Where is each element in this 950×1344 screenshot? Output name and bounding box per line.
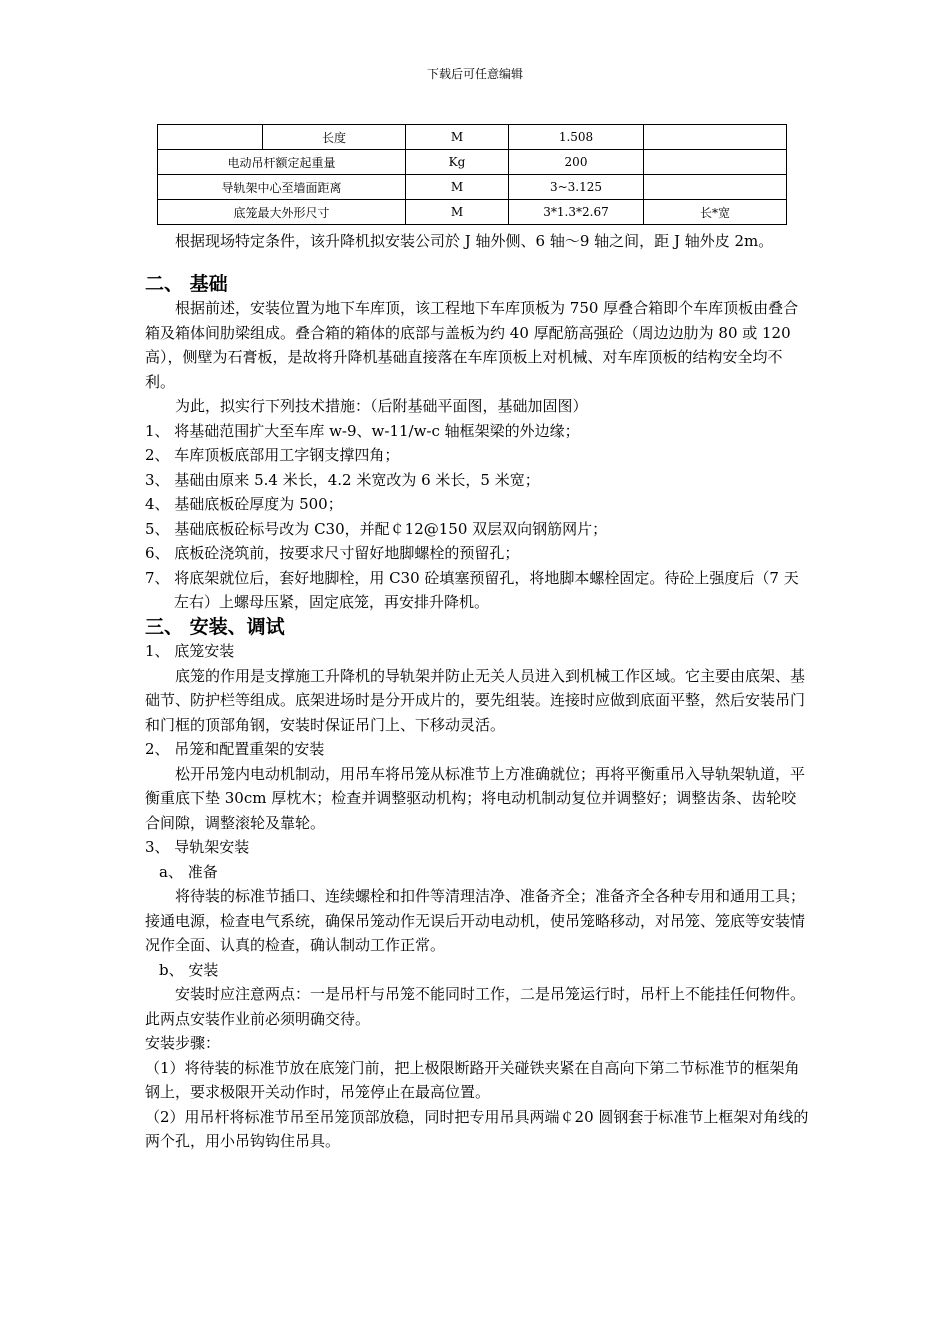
step-item: （2）用吊杆将标准节吊至吊笼顶部放稳，同时把专用吊具两端￠20 圆钢套于标准节上框架对角线的两个孔，用小吊钩钩住吊具。 — [145, 1107, 809, 1150]
subsection-a-title: a、 准备 — [159, 862, 218, 881]
spec-table — [157, 124, 787, 225]
subsection-paragraph: 将待装的标准节插口、连续螺栓和扣件等清理洁净、准备齐全；准备齐全各种专用和通用工具；接通电源，检查电气系统，确保吊笼动作无误后开动电动机，使吊笼略移动，对吊笼、笼底等安装情况作全面、认真的检查，确认制动工作正常。 — [145, 887, 806, 954]
subsection-paragraph: 安装时应注意两点：一是吊杆与吊笼不能同时工作，二是吊笼运行时，吊杆上不能挂任何物件。此两点安装作业前必须明确交待。 — [145, 985, 806, 1028]
subsection-title: 2、 吊笼和配置重架的安装 — [145, 740, 325, 758]
table-row — [158, 200, 787, 225]
subsection-title: 3、 导轨架安装 — [145, 838, 250, 856]
table-cell: Kg — [406, 150, 509, 175]
subsection-title: 1、 底笼安装 — [145, 642, 235, 660]
section-2-paragraph: 根据前述，安装位置为地下车库顶，该工程地下车库顶板为 750 厚叠合箱即个车库顶板由叠合箱及箱体间肋梁组成。叠合箱的箱体的底部与盖板为约 40 厚配筋高强砼（周边边肋为 80 或 120 高），侧壁为石膏板，是故将升降机基础直接落在车库顶板上对机械、对车库顶板的结构安全均不利。 — [145, 299, 799, 391]
list-item: 6、 底板砼浇筑前，按要求尺寸留好地脚螺栓的预留孔； — [145, 544, 520, 562]
list-item: 2、 车库顶板底部用工字钢支撑四角； — [145, 446, 400, 464]
list-item: 5、 基础底板砼标号改为 C30，并配￠12@150 双层双向钢筋网片； — [145, 519, 608, 538]
list-item: 7、 将底架就位后，套好地脚栓，用 C30 砼填塞预留孔，将地脚本螺栓固定。待砼上强度后（7 天左右）上螺母压紧，固定底笼，再安排升降机。 — [145, 568, 799, 611]
table-cell: 3*1.3*2.67 — [509, 200, 644, 225]
table-row — [158, 150, 787, 175]
table-cell: 长度 — [263, 125, 406, 150]
table-cell — [644, 125, 787, 150]
table-cell: 电动吊杆额定起重量 — [158, 150, 406, 175]
table-cell: 长*宽 — [644, 200, 787, 225]
intro-paragraph: 根据现场特定条件，该升降机拟安装公司於 J 轴外侧、6 轴～9 轴之间，距 J 轴外皮 2m。 — [175, 232, 774, 250]
table-cell: M — [406, 175, 509, 200]
subsection-paragraph: 松开吊笼内电动机制动，用吊车将吊笼从标准节上方准确就位；再将平衡重吊入导轨架轨道，平衡重底下垫 30cm 厚枕木；检查并调整驱动机构；将电动机制动复位并调整好；调整齿条、齿轮咬合间隙，调整滚轮及靠轮。 — [145, 764, 806, 832]
table-row — [158, 125, 787, 150]
table-cell — [644, 175, 787, 200]
table-cell: 导轨架中心至墙面距离 — [158, 175, 406, 200]
steps-title: 安装步骤： — [145, 1034, 221, 1052]
table-cell — [158, 125, 263, 150]
table-cell — [644, 150, 787, 175]
subsection-b-title: b、 安装 — [159, 960, 219, 979]
step-item: （1）将待装的标准节放在底笼门前，把上极限断路开关碰铁夹紧在自高向下第二节标准节的框架角钢上，要求极限开关动作时，吊笼停止在最高位置。 — [145, 1058, 800, 1101]
table-row — [158, 175, 787, 200]
table-cell: 3~3.125 — [509, 175, 644, 200]
list-item: 3、 基础由原来 5.4 米长，4.2 米宽改为 6 米长，5 米宽； — [145, 470, 540, 489]
section-2-measures-intro: 为此，拟实行下列技术措施：（后附基础平面图，基础加固图） — [175, 397, 588, 415]
list-item: 1、 将基础范围扩大至车库 w-9、w-11/w-c 轴框架梁的外边缘； — [145, 421, 580, 440]
document-body — [145, 229, 811, 1154]
page-header: 下载后可任意编辑 — [426, 67, 523, 81]
table-cell: 1.508 — [509, 125, 644, 150]
table-cell: M — [406, 125, 509, 150]
section-3-heading: 三、 安装、调试 — [145, 615, 285, 638]
subsection-paragraph: 底笼的作用是支撑施工升降机的导轨架并防止无关人员进入到机械工作区域。它主要由底架、基础节、防护栏等组成。底架进场时是分开成片的，要先组装。连接时应做到底面平整，然后安装吊门和门框的顶部角钢，安装时保证吊门上、下移动灵活。 — [145, 666, 806, 734]
list-item: 4、 基础底板砼厚度为 500； — [145, 495, 343, 513]
table-cell: M — [406, 200, 509, 225]
table-cell: 底笼最大外形尺寸 — [158, 200, 406, 225]
section-2-heading: 二、 基础 — [145, 272, 228, 295]
table-cell: 200 — [509, 150, 644, 175]
